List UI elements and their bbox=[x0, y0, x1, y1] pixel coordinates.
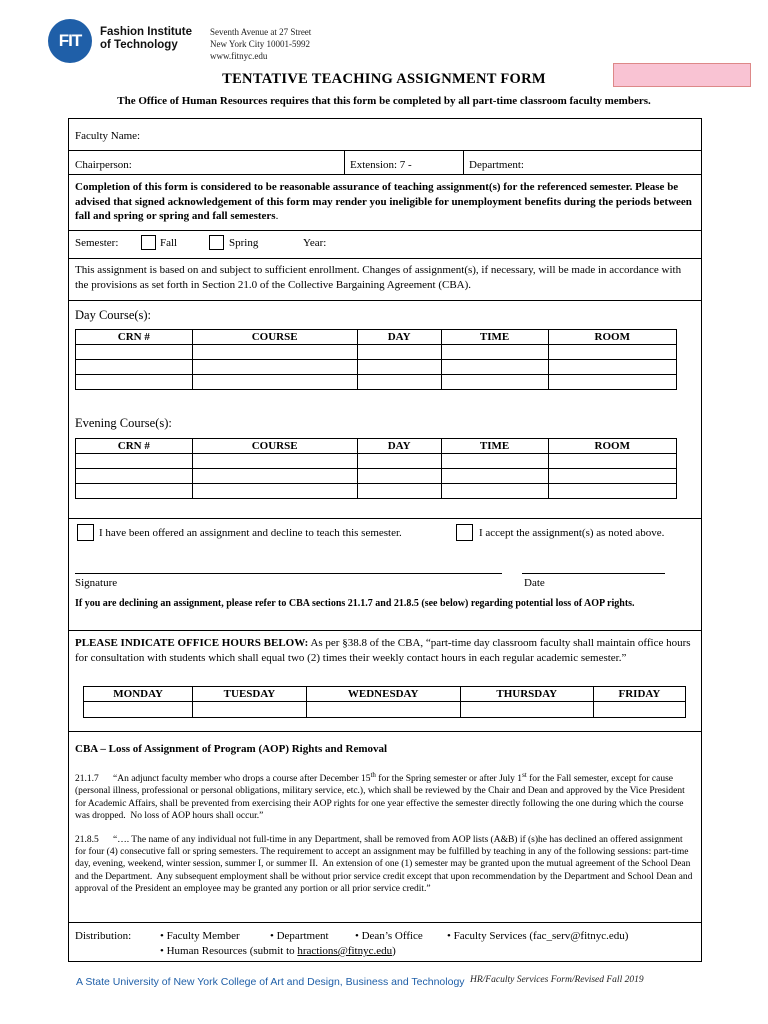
table-cell[interactable] bbox=[441, 484, 548, 499]
divider bbox=[68, 922, 702, 923]
semester-label: Semester: bbox=[75, 237, 119, 249]
table-cell[interactable] bbox=[76, 360, 193, 375]
form-subtitle: The Office of Human Resources requires that this form be completed by all part-time classroom faculty members. bbox=[117, 95, 651, 107]
day-courses-table bbox=[75, 329, 677, 390]
table-cell[interactable] bbox=[441, 469, 548, 484]
col-day: DAY bbox=[357, 439, 441, 454]
declining-note: If you are declining an assignment, please refer to CBA sections 21.1.7 and 21.8.5 (see below) regarding potential loss of AOP rights. bbox=[75, 598, 635, 609]
table-cell[interactable] bbox=[357, 484, 441, 499]
col-crn: CRN # bbox=[76, 439, 193, 454]
divider bbox=[68, 230, 702, 231]
address-line-1: Seventh Avenue at 27 Street bbox=[210, 27, 312, 37]
col-tuesday: TUESDAY bbox=[193, 687, 306, 702]
bullet-icon: • bbox=[160, 930, 164, 942]
table-row bbox=[76, 345, 677, 360]
tuesday-hours-cell[interactable] bbox=[193, 702, 306, 718]
office-hours-heading: PLEASE INDICATE OFFICE HOURS BELOW: bbox=[75, 637, 309, 649]
dist-faculty-services bbox=[447, 930, 628, 942]
assurance-text: Completion of this form is considered to be reasonable assurance of teaching assignment(s) for the referenced semester. Please be advised that signed acknowledgement of this form may render you ineligible for unemployment benefits during the periods between fall and spring or spring and fall semesters bbox=[75, 181, 692, 222]
col-course: COURSE bbox=[192, 439, 357, 454]
evening-courses-table bbox=[75, 438, 677, 499]
faculty-name-label: Faculty Name: bbox=[75, 130, 141, 142]
distribution-label: Distribution: bbox=[75, 930, 132, 942]
table-cell[interactable] bbox=[441, 345, 548, 360]
table-row bbox=[76, 469, 677, 484]
dist-faculty-text: Faculty Member bbox=[166, 930, 240, 942]
bullet-icon: • bbox=[160, 945, 164, 957]
superscript-th: th bbox=[370, 771, 376, 779]
aop-heading: CBA – Loss of Assignment of Program (AOP) Rights and Removal bbox=[75, 743, 388, 755]
day-courses-label: Day Course(s): bbox=[75, 308, 152, 322]
department-label: Department: bbox=[469, 159, 524, 171]
table-cell[interactable] bbox=[357, 469, 441, 484]
assurance-notice bbox=[75, 180, 695, 224]
col-time: TIME bbox=[441, 330, 548, 345]
office-hours-text: As per §38.8 of the CBA, “part-time day classroom faculty shall maintain office hours for consultation with students which shall equal two (2) times their weekly contact hours in each regular academic semester.” bbox=[75, 637, 691, 664]
dist-dean-text: Dean’s Office bbox=[361, 930, 423, 942]
table-row bbox=[76, 360, 677, 375]
table-cell[interactable] bbox=[76, 484, 193, 499]
dist-human-resources bbox=[160, 945, 396, 957]
fall-checkbox[interactable] bbox=[141, 235, 156, 250]
divider bbox=[344, 150, 345, 174]
logo-text bbox=[100, 26, 192, 52]
decline-checkbox[interactable] bbox=[77, 524, 94, 541]
table-cell[interactable] bbox=[357, 454, 441, 469]
dist-hr-text-a: Human Resources (submit to bbox=[166, 945, 298, 957]
friday-hours-cell[interactable] bbox=[593, 702, 685, 718]
table-cell[interactable] bbox=[192, 469, 357, 484]
col-monday: MONDAY bbox=[84, 687, 193, 702]
table-cell[interactable] bbox=[76, 345, 193, 360]
hr-email-link[interactable]: hractions@fitnyc.edu bbox=[297, 945, 393, 957]
col-wednesday: WEDNESDAY bbox=[306, 687, 460, 702]
wednesday-hours-cell[interactable] bbox=[306, 702, 460, 718]
footer-revision: HR/Faculty Services Form/Revised Fall 2019 bbox=[470, 975, 644, 985]
spring-label: Spring bbox=[229, 237, 259, 249]
table-cell[interactable] bbox=[192, 375, 357, 390]
table-cell[interactable] bbox=[76, 375, 193, 390]
col-room: ROOM bbox=[548, 330, 676, 345]
dist-department bbox=[270, 930, 329, 942]
aop-2117-part-c: for the Fall semester, except for cause (personal illness, professional or personal obligations, military service, etc.), which shall be reviewed by the Chair and Dean and approved by the Vice President for Academic Affairs, shall be prevented from exercising their AOP rights for one year effective the semester directly following the one during which the course was dropped. No loss of AOP hours shall occur.” bbox=[75, 774, 688, 821]
table-cell[interactable] bbox=[76, 454, 193, 469]
bullet-icon: • bbox=[447, 930, 451, 942]
year-label: Year: bbox=[303, 237, 327, 249]
table-cell[interactable] bbox=[192, 454, 357, 469]
table-cell[interactable] bbox=[192, 345, 357, 360]
col-room: ROOM bbox=[548, 439, 676, 454]
table-cell[interactable] bbox=[357, 360, 441, 375]
table-cell[interactable] bbox=[192, 484, 357, 499]
col-time: TIME bbox=[441, 439, 548, 454]
table-cell[interactable] bbox=[357, 375, 441, 390]
decline-label: I have been offered an assignment and decline to teach this semester. bbox=[99, 527, 402, 539]
fall-label: Fall bbox=[160, 237, 178, 249]
logo-line-2: of Technology bbox=[100, 39, 178, 51]
chairperson-label: Chairperson: bbox=[75, 159, 132, 171]
date-label: Date bbox=[524, 577, 545, 589]
table-cell[interactable] bbox=[548, 345, 676, 360]
table-cell[interactable] bbox=[357, 345, 441, 360]
divider bbox=[68, 731, 702, 732]
col-friday: FRIDAY bbox=[593, 687, 685, 702]
bullet-icon: • bbox=[270, 930, 274, 942]
divider bbox=[68, 258, 702, 259]
table-row bbox=[76, 454, 677, 469]
table-cell[interactable] bbox=[548, 484, 676, 499]
accept-checkbox[interactable] bbox=[456, 524, 473, 541]
monday-hours-cell[interactable] bbox=[84, 702, 193, 718]
table-cell[interactable] bbox=[441, 375, 548, 390]
dist-faculty-member bbox=[160, 930, 240, 942]
office-hours-notice bbox=[75, 636, 695, 665]
aop-section-21-8-5: 21.8.5 “…. The name of any individual not full-time in any Department, shall be removed from AOP lists (A&B) if (s)he has declined an offered assignment for four (4) consecutive fall or spring semesters. The requirement to accept an assignment may be fulfilled by teaching in any of the following sessions: part-time day, evening, weekend, winter session, summer I, or summer II. An extension of one (1) semester may be granted upon the mutual agreement of the School Dean and the Department. Any subsequent employment shall be without prior service credit except that upon recommendation by the Department and School Dean and approval of the President an employee may be granted any portion or all prior service credit.” bbox=[75, 835, 695, 894]
address-block bbox=[210, 26, 311, 62]
evening-courses-label: Evening Course(s): bbox=[75, 416, 172, 430]
fit-logo: FIT bbox=[48, 19, 92, 63]
assurance-period: . bbox=[275, 210, 279, 222]
table-row bbox=[84, 702, 686, 718]
table-cell[interactable] bbox=[548, 375, 676, 390]
dist-department-text: Department bbox=[276, 930, 329, 942]
table-cell[interactable] bbox=[441, 454, 548, 469]
table-cell[interactable] bbox=[548, 360, 676, 375]
divider bbox=[68, 300, 702, 301]
spring-checkbox[interactable] bbox=[209, 235, 224, 250]
divider bbox=[68, 630, 702, 631]
dist-hr-text-b: ) bbox=[392, 945, 396, 957]
table-cell[interactable] bbox=[76, 469, 193, 484]
address-line-2: New York City 10001-5992 bbox=[210, 39, 311, 49]
table-cell[interactable] bbox=[548, 469, 676, 484]
office-hours-table bbox=[83, 686, 686, 718]
aop-section-21-1-7 bbox=[75, 769, 695, 822]
extension-label: Extension: 7 - bbox=[350, 159, 412, 171]
logo-line-1: Fashion Institute bbox=[100, 26, 192, 38]
divider bbox=[463, 150, 464, 174]
col-day: DAY bbox=[357, 330, 441, 345]
signature-line[interactable] bbox=[75, 573, 502, 574]
date-line[interactable] bbox=[522, 573, 665, 574]
aop-2117-part-a: 21.1.7 “An adjunct faculty member who drops a course after December 15 bbox=[75, 774, 371, 785]
address-line-3: www.fitnyc.edu bbox=[210, 51, 268, 61]
footer-tagline: A State University of New York College of Art and Design, Business and Technology bbox=[76, 976, 465, 988]
accept-label: I accept the assignment(s) as noted above. bbox=[479, 527, 665, 539]
col-crn: CRN # bbox=[76, 330, 193, 345]
divider bbox=[68, 174, 702, 175]
divider bbox=[68, 150, 702, 151]
table-cell[interactable] bbox=[192, 360, 357, 375]
table-row bbox=[76, 484, 677, 499]
table-row bbox=[76, 375, 677, 390]
dist-deans-office bbox=[355, 930, 423, 942]
signature-label: Signature bbox=[75, 577, 118, 589]
enrollment-notice: This assignment is based on and subject to sufficient enrollment. Changes of assignment(s), if necessary, will be made in accordance with the provisions as set forth in Section 21.0 of the Collective Bargaining Agreement (CBA). bbox=[75, 264, 682, 291]
dist-services-text: Faculty Services (fac_serv@fitnyc.edu) bbox=[453, 930, 629, 942]
thursday-hours-cell[interactable] bbox=[460, 702, 593, 718]
superscript-st: st bbox=[522, 771, 527, 779]
table-cell[interactable] bbox=[441, 360, 548, 375]
col-thursday: THURSDAY bbox=[460, 687, 593, 702]
bullet-icon: • bbox=[355, 930, 359, 942]
aop-2117-part-b: for the Spring semester or after July 1 bbox=[375, 774, 523, 785]
col-course: COURSE bbox=[192, 330, 357, 345]
form-title: TENTATIVE TEACHING ASSIGNMENT FORM bbox=[222, 71, 546, 87]
divider bbox=[68, 518, 702, 519]
table-cell[interactable] bbox=[548, 454, 676, 469]
